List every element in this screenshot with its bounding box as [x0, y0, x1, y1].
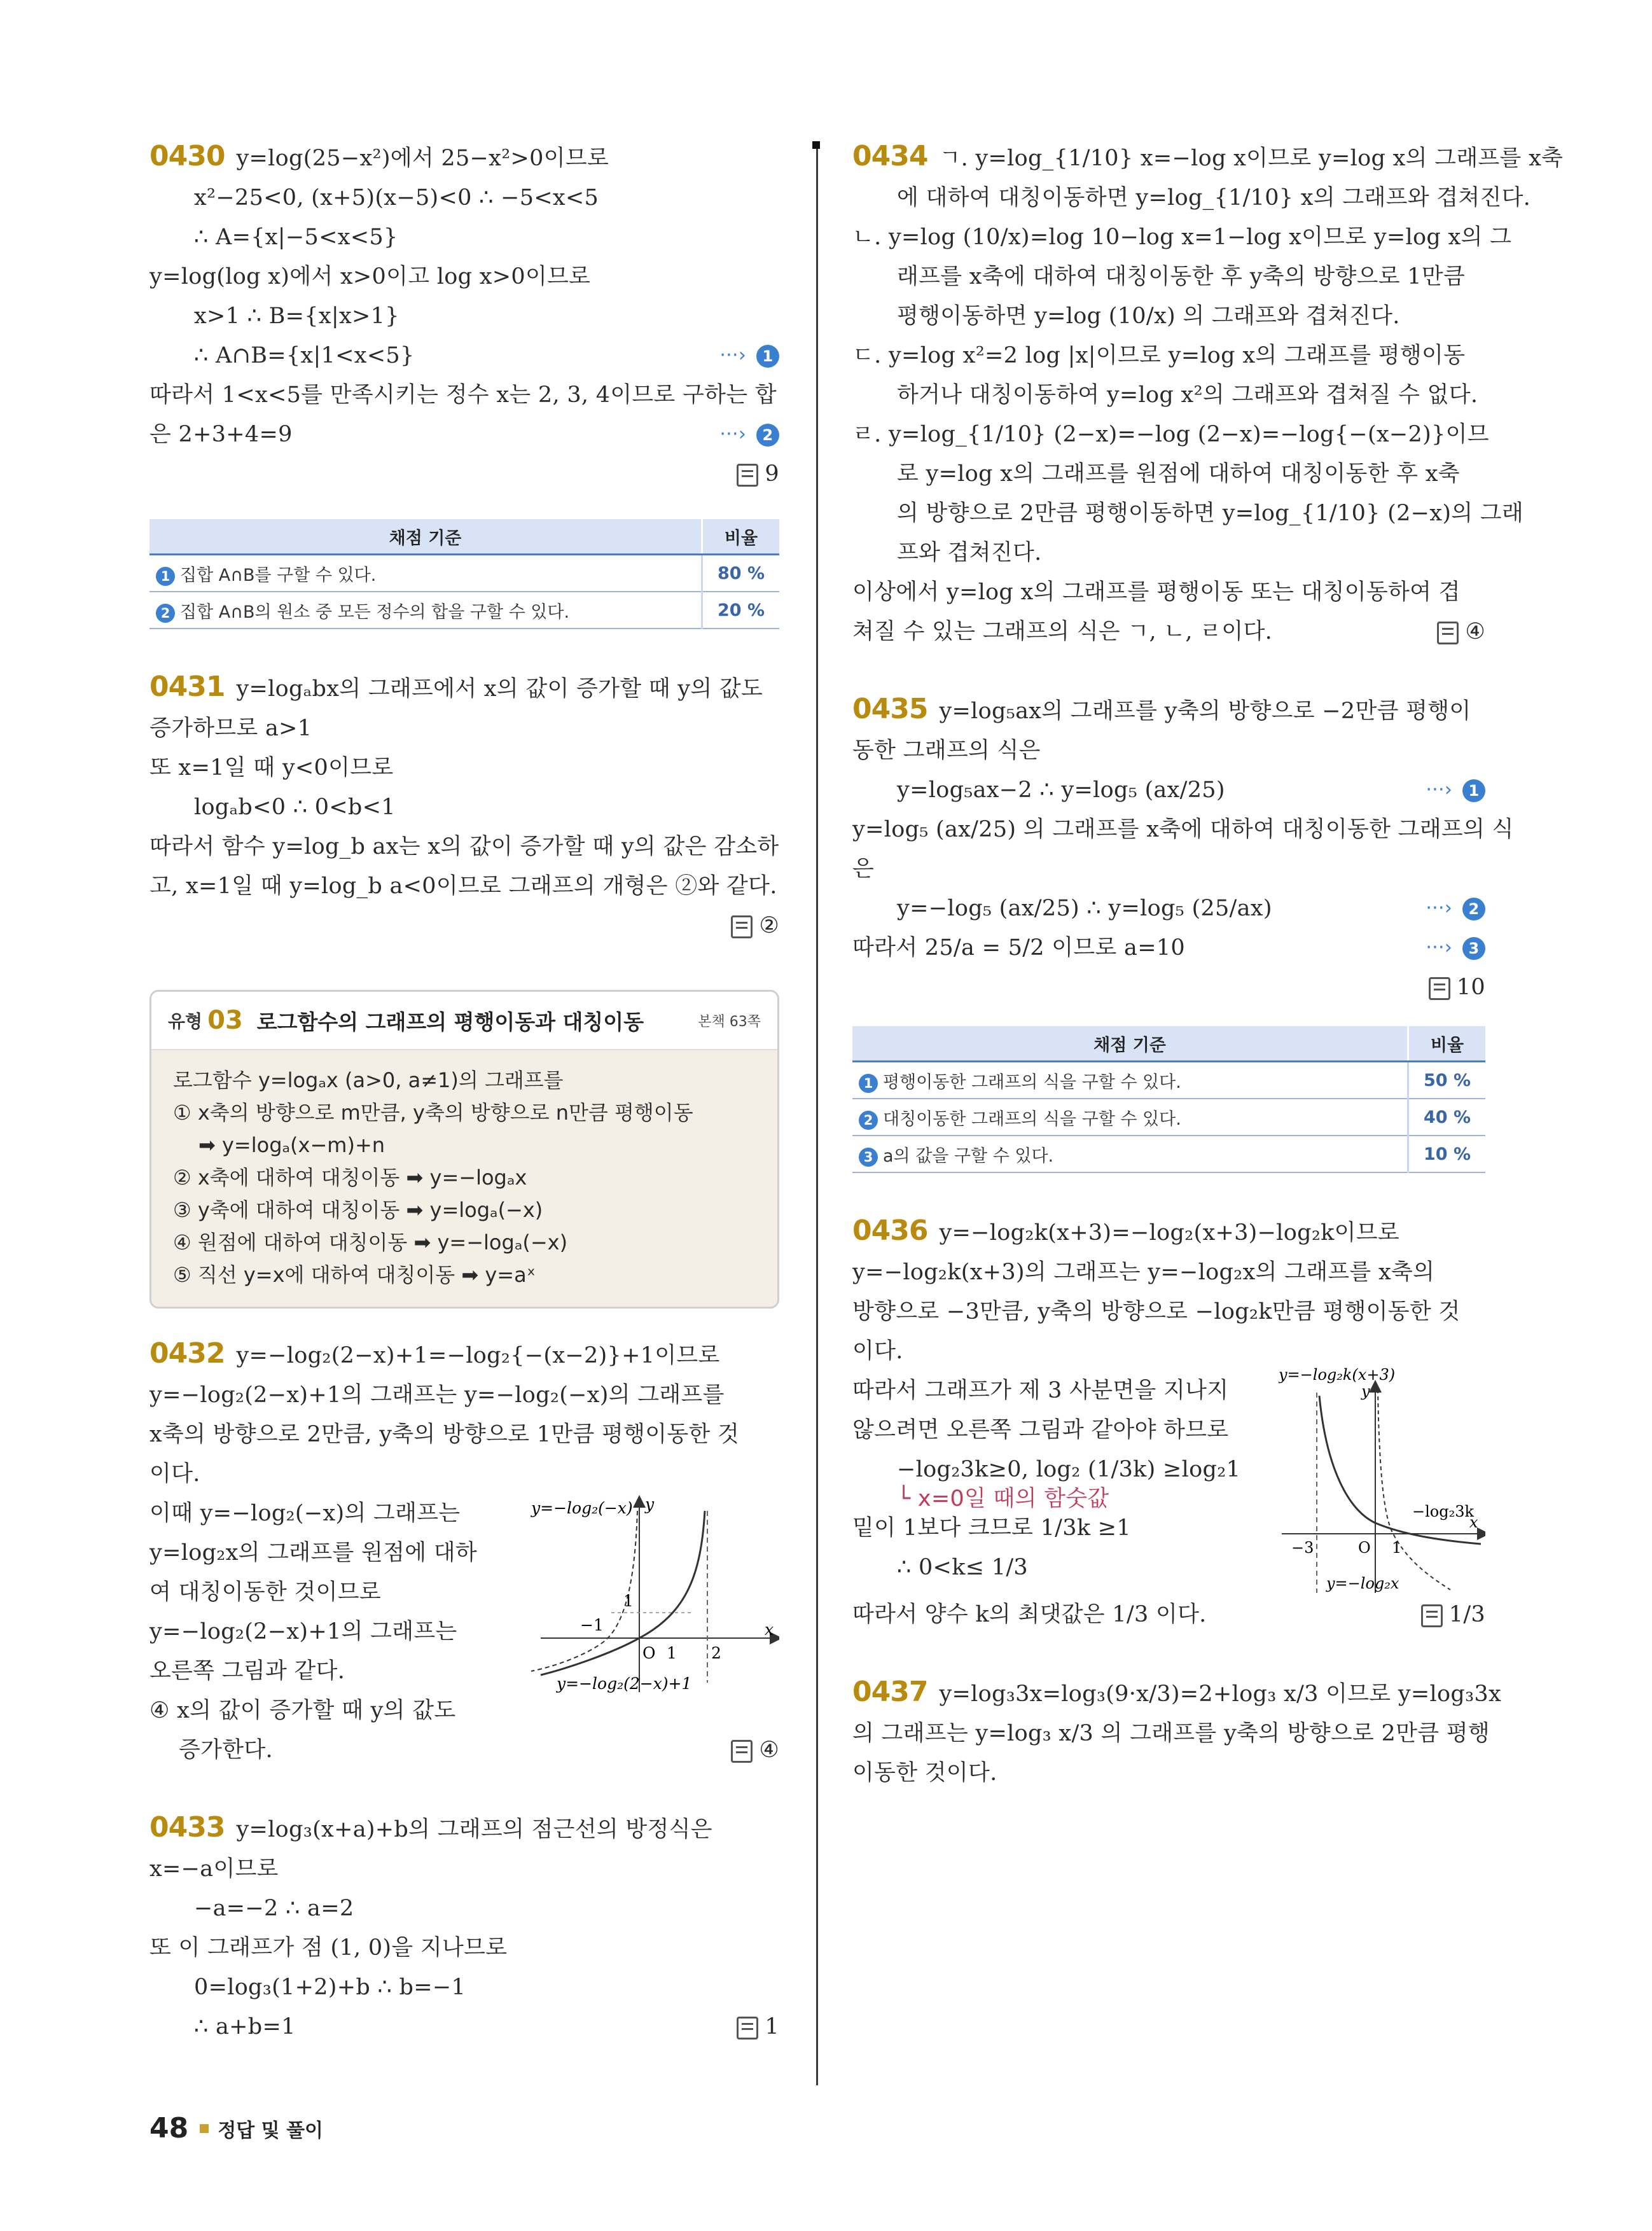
- svg-text:−3: −3: [1291, 1539, 1314, 1557]
- answer-box-icon: [1421, 1604, 1443, 1627]
- problem-number: 0431: [149, 671, 225, 703]
- column-divider-marker: [812, 141, 820, 149]
- type-summary: 로그함수 y=logₐx (a>0, a≠1)의 그래프를 ① x축의 방향으로 m만큼, y축의 방향으로 n만큼 평행이동 ➡ y=logₐ(x−m)+n ② x축에 대하여 대칭이동 ➡ y=−logₐx ③ y축에 대하여 대칭이동 ➡ y=logₐ(−x) ④ 원점에 대하여 대칭이동 ➡ y=−logₐ(−x) ⑤ 직선 y=x에 대하여 대칭이동 ➡ y=aˣ: [151, 1050, 777, 1307]
- answer: 1/3: [852, 1595, 1485, 1634]
- table-row: 2 대칭이동한 그래프의 식을 구할 수 있다. 40 %: [852, 1099, 1485, 1136]
- problem-number: 0437: [852, 1676, 928, 1708]
- answer-box-icon: [1429, 977, 1450, 1000]
- answer: 9: [149, 454, 779, 494]
- problem-number: 0434: [852, 140, 928, 172]
- svg-text:x: x: [1469, 1513, 1478, 1531]
- answer: 1: [149, 2007, 779, 2047]
- step-marker-3: ···› 3: [1426, 928, 1485, 968]
- problem-0432: 0432 y=−log₂(2−x)+1=−log₂{−(x−2)}+1이므로 y=−log₂(2−x)+1의 그래프는 y=−log₂(−x)의 그래프를 x축의 방향으로 2만큼, y축의 방향으로 1만큼 평행이동한 것 이다. 이때 y=−log₂(−x)의 그래프는 y=log₂x의 그래프를 원점에 대하 여 대칭이동한 것이므로 y=−log₂(2−x)+1의 그래프는 오른쪽 그림과 같다. ④ x의 값이 증가할 때 y의 값도 증가한다. ④ y=−log₂(−x) y x −1 1 O 1 2 y=−log₂(2−x)+1: [149, 1334, 779, 1770]
- step-marker-1: ···› 1: [719, 336, 779, 375]
- problem-0437: 0437 y=log₃3x=log₃(9·x/3)=2+log₃ x/3 이므로 y=log₃3x 의 그래프는 y=log₃ x/3 의 그래프를 y축의 방향으로 2만큼 평행 이동한 것이다.: [852, 1676, 1502, 1786]
- answer: 10: [852, 968, 1485, 1007]
- problem-0431: 0431 y=logₐbx의 그래프에서 x의 값이 증가할 때 y의 값도 증가하므로 a>1 또 x=1일 때 y<0이므로 logₐb<0 ∴ 0<b<1 따라서 함수 y=log_b ax는 x의 값이 증가할 때 y의 값은 감소하 고, x=1일 때 y=log_b a<0이므로 그래프의 개형은 ②와 같다. ②: [149, 667, 779, 945]
- svg-text:y=−log₂(−x): y=−log₂(−x): [531, 1499, 633, 1517]
- answer-box-icon: [1437, 622, 1459, 644]
- page-footer: [149, 2112, 323, 2144]
- answer-box-icon: [737, 464, 758, 487]
- answer: ④: [149, 1730, 779, 1770]
- svg-text:2: 2: [711, 1644, 721, 1662]
- curve-shifted: [541, 1511, 705, 1675]
- concept-type-box: [149, 990, 779, 1309]
- answer: ④: [852, 612, 1485, 651]
- page-number: 48: [149, 2112, 189, 2144]
- grading-table: 채점 기준 비율 1 평행이동한 그래프의 식을 구할 수 있다. 50 % 2 대칭이동한 그래프의 식을 구할 수 있다. 40 % 3 a의 값을 구할 수 있다. 10 %: [852, 1026, 1485, 1173]
- problem-0435: 0435 y=log₅ax의 그래프를 y축의 방향으로 −2만큼 평행이 동한 그래프의 식은 y=log₅ax−2 ∴ y=log₅ (ax/25) ···› 1 y=log₅ (ax/25) 의 그래프를 x축에 대하여 대칭이동한 그래프의 식 은 y=−log₅ (ax/25) ∴ y=log₅ (25/ax) ···› 2 따라서 25/a = 5/2 이므로 a=10 ···› 3 10 채점 기준 비율 1 평행이동한 그래프의 식을 구할 수 있다. 50 % 2 대칭이동한 그래프의 식을 구할 수 있다. 40 % 3 a의 값을 구할 수 있다. 10 %: [852, 690, 1485, 1173]
- grading-table: 채점 기준 비율 1 집합 A∩B를 구할 수 있다. 80 % 2 집합 A∩B의 원소 중 모든 정수의 합을 구할 수 있다. 20 %: [149, 519, 779, 629]
- svg-text:1: 1: [623, 1592, 634, 1610]
- footer-title: 정답 및 풀이: [218, 2119, 324, 2142]
- graph-0432: [528, 1492, 779, 1695]
- problem-number: 0430: [149, 140, 225, 172]
- right-column: [852, 137, 1564, 1793]
- type-header: 유형 03 로그함수의 그래프의 평행이동과 대칭이동 본책 63쪽: [151, 992, 777, 1050]
- problem-number: 0432: [149, 1337, 225, 1370]
- answer-box-icon: [731, 915, 753, 938]
- problem-number: 0435: [852, 693, 928, 725]
- svg-text:O: O: [1358, 1539, 1371, 1557]
- problem-0436: 0436 y=−log₂k(x+3)=−log₂(x+3)−log₂k이므로 y=−log₂k(x+3)의 그래프는 y=−log₂x의 그래프를 x축의 방향으로 −3만큼, y축의 방향으로 −log₂k만큼 평행이동한 것 이다. 따라서 그래프가 제 3 사분면을 지나지 않으려면 오른쪽 그림과 같아야 하므로 −log₂3k≥0, log₂ (1/3k) ≥log₂1 └ x=0일 때의 함숫값 밑이 1보다 크므로 1/3k ≥1 ∴ 0<k≤ 1/3 따라서 양수 k의 최댓값은 1/3 이다. 1/3 y=−log₂k(x+3) y x −log₂3k −3 O 1 y=−log₂x: [852, 1211, 1485, 1634]
- step-marker-1: ···› 1: [1426, 770, 1485, 810]
- step-marker-2: ···› 2: [1426, 889, 1485, 928]
- graph-0436: [1279, 1361, 1485, 1596]
- answer: ②: [149, 906, 779, 945]
- table-row: 1 집합 A∩B를 구할 수 있다. 80 %: [149, 555, 779, 592]
- problem-0434: 0434 ㄱ. y=log_{1/10} x=−log x이므로 y=log x의 그래프를 x축 에 대하여 대칭이동하면 y=log_{1/10} x의 그래프와 겹쳐진다. ㄴ. y=log (10/x)=log 10−log x=1−log x이므로 y=log x의 그 래프를 x축에 대하여 대칭이동한 후 y축의 방향으로 1만큼 평행이동하면 y=log (10/x) 의 그래프와 겹쳐진다. ㄷ. y=log x²=2 log |x|이므로 y=log x의 그래프를 평행이동 하거나 대칭이동하여 y=log x²의 그래프와 겹쳐질 수 없다. ㄹ. y=log_{1/10} (2−x)=−log (2−x)=−log{−(x−2)}이므 로 y=log x의 그래프를 원점에 대하여 대칭이동한 후 x축 의 방향으로 2만큼 평행이동하면 y=log_{1/10} (2−x)의 그래 프와 겹쳐진다. 이상에서 y=log x의 그래프를 평행이동 또는 대칭이동하여 겹 쳐질 수 있는 그래프의 식은 ㄱ, ㄴ, ㄹ이다. ④: [852, 137, 1485, 651]
- problem-0433: 0433 y=log₃(x+a)+b의 그래프의 점근선의 방정식은 x=−a이므로 −a=−2 ∴ a=2 또 이 그래프가 점 (1, 0)을 지나므로 0=log₃(1+2)+b ∴ b=−1 ∴ a+b=1 1: [149, 1808, 779, 2047]
- svg-text:y: y: [1361, 1382, 1370, 1400]
- answer-box-icon: [731, 1740, 753, 1763]
- table-row: 1 평행이동한 그래프의 식을 구할 수 있다. 50 %: [852, 1062, 1485, 1099]
- problem-0430: 0430 y=log(25−x²)에서 25−x²>0이므로 x²−25<0, (x+5)(x−5)<0 ∴ −5<x<5 ∴ A={x|−5<x<5} y=log(log x)에서 x>0이고 log x>0이므로 x>1 ∴ B={x|x>1} ∴ A∩B={x|1<x<5} ···› 1 따라서 1<x<5를 만족시키는 정수 x는 2, 3, 4이므로 구하는 합 은 2+3+4=9 ···› 2 9 채점 기준 비율 1 집합 A∩B를 구할 수 있다. 80 % 2 집합 A∩B의 원소 중 모든 정수의 합을 구할 수 있다. 20 %: [149, 137, 779, 629]
- footer-square-icon: [200, 2124, 209, 2133]
- svg-text:y=−log₂(2−x)+1: y=−log₂(2−x)+1: [557, 1674, 692, 1693]
- table-row: 3 a의 값을 구할 수 있다. 10 %: [852, 1136, 1485, 1172]
- problem-number: 0433: [149, 1811, 225, 1844]
- column-divider: [816, 145, 818, 2085]
- answer-box-icon: [737, 2017, 758, 2040]
- left-column: [149, 137, 779, 2047]
- svg-text:−log₂3k: −log₂3k: [1412, 1503, 1475, 1520]
- svg-text:y=−log₂k(x+3): y=−log₂k(x+3): [1279, 1366, 1396, 1384]
- svg-text:1: 1: [1392, 1539, 1402, 1557]
- problem-number: 0436: [852, 1214, 928, 1247]
- svg-text:y=−log₂x: y=−log₂x: [1326, 1574, 1399, 1592]
- svg-text:y: y: [645, 1495, 655, 1513]
- svg-text:O: O: [642, 1644, 656, 1662]
- svg-text:−1: −1: [580, 1616, 604, 1634]
- svg-text:1: 1: [667, 1644, 677, 1662]
- textbook-page-ref: 본책 63쪽: [698, 1013, 761, 1030]
- svg-text:x: x: [765, 1620, 774, 1639]
- type-title: 로그함수의 그래프의 평행이동과 대칭이동: [256, 1009, 644, 1034]
- step-marker-2: ···› 2: [719, 415, 779, 454]
- table-row: 2 집합 A∩B의 원소 중 모든 정수의 합을 구할 수 있다. 20 %: [149, 592, 779, 629]
